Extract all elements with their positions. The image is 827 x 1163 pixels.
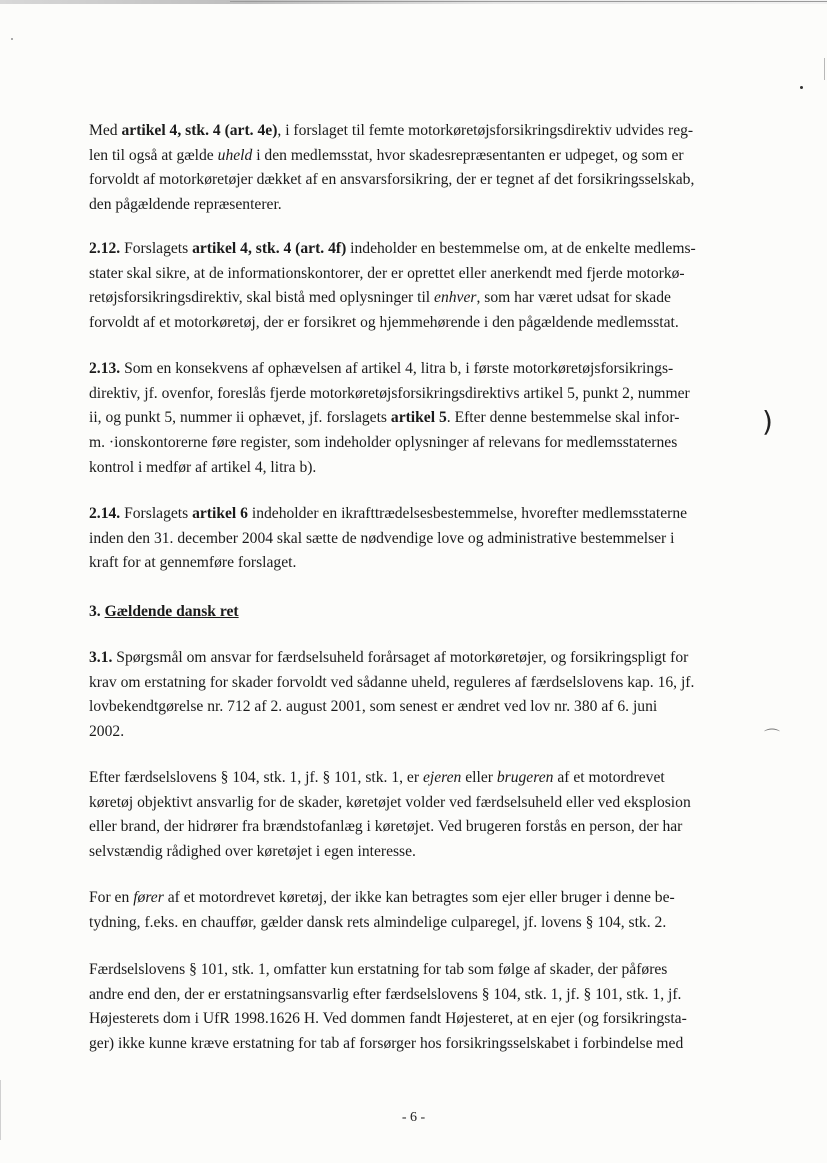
text-line <box>89 791 749 816</box>
text-run: af et motordrevet køretøj, der ikke kan betragtes som ejer eller bruger i denne be- <box>163 889 675 906</box>
text-run: kontrol i medfør af artikel 4, litra b). <box>89 458 317 476</box>
text-run: brugeren <box>496 769 554 786</box>
text-run: . Efter denne bestemmelse skal infor- <box>446 409 680 427</box>
text-run: ger) ikke kunne kræve erstatning for tab af forsørger hos forsikringsselskabet i forbindelse med <box>89 1035 684 1053</box>
text-run: Som en konsekvens af ophævelsen af artikel 4, litra b, i første motorkøretøjsforsikrings- <box>120 360 674 377</box>
text-run: forvoldt af et motorkøretøj, der er forsikret og hjemmehørende i den pågældende medlemsstat. <box>89 314 679 332</box>
text-line <box>89 911 749 936</box>
text-run: artikel 6 <box>192 505 248 522</box>
scan-dot <box>11 38 13 40</box>
text-line <box>89 311 749 336</box>
scan-mark: ⌒ <box>764 727 781 746</box>
paragraph-2-12 <box>89 237 749 336</box>
text-run: artikel 5 <box>390 409 447 427</box>
text-run: 3.1. <box>89 649 113 666</box>
scan-top-rule <box>230 1 827 2</box>
text-run: 2.14. <box>89 505 121 522</box>
text-line <box>89 840 749 865</box>
text-line <box>89 1032 749 1057</box>
paragraph-art4-4e <box>89 119 749 218</box>
text-run: uheld <box>217 146 253 164</box>
text-run: direktiv, jf. ovenfor, foreslås fjerde motorkøretøjsforsikringsdirektivs artikel 5, punkt 2, nummer <box>89 384 690 402</box>
scan-speck <box>800 86 803 89</box>
text-line <box>89 815 749 840</box>
text-run: Forslagets <box>120 505 193 522</box>
text-line <box>89 766 749 791</box>
text-run: Spørgsmål om ansvar for færdselsuheld forårsaget af motorkøretøjer, og forsikringspligt for <box>112 649 689 666</box>
text-run: ii, og punkt 5, nummer ii ophævet, jf. forslagets <box>89 409 391 427</box>
text-run: tydning, f.eks. en chauffør, gælder dansk rets almindelige culparegel, jf. lovens § 104, stk. 2. <box>89 913 667 931</box>
text-line <box>89 671 749 696</box>
page-number: - 6 - <box>401 1110 426 1125</box>
text-run: 2.12. <box>89 240 121 257</box>
text-run: af et motordrevet <box>553 769 665 786</box>
text-line <box>89 527 749 552</box>
text-run: Højesterets dom i UfR 1998.1626 H. Ved dommen fandt Højesteret, at en ejer (og forsikringsta- <box>89 1010 687 1028</box>
text-line <box>89 983 749 1008</box>
text-line <box>89 119 749 144</box>
text-run: 2.13. <box>89 360 121 377</box>
paragraph-forer <box>89 886 749 935</box>
text-line <box>89 144 749 169</box>
text-run: krav om erstatning for skader forvoldt ved sådanne uheld, reguleres af færdselslovens kap. 16, jf. <box>89 673 695 691</box>
text-run: Færdselslovens § 101, stk. 1, omfatter kun erstatning for tab som følge af skader, der påføres <box>89 961 668 978</box>
text-run: , i forslaget til femte motorkøretøjsforsikringsdirektiv udvides reg- <box>277 122 694 139</box>
text-run: eller brand, der hidrører fra brændstofanlæg i køretøjet. Ved brugeren forstås en person, der har <box>89 818 683 836</box>
text-line <box>89 193 749 218</box>
text-run: , som har været udsat for skade <box>476 289 671 307</box>
paragraph-3-1 <box>89 646 749 745</box>
text-line <box>89 431 749 456</box>
text-run: retøjsforsikringsdirektiv, skal bistå med oplysninger til <box>89 289 435 307</box>
text-run: stater skal sikre, at de informationskontorer, der er oprettet eller anerkendt med fjerde motorkø- <box>89 264 685 282</box>
text-line <box>89 720 749 745</box>
text-run: artikel 4, stk. 4 (art. 4f) <box>192 240 347 257</box>
text-run: 3. <box>89 603 105 620</box>
text-line <box>89 886 749 911</box>
text-line <box>89 958 749 983</box>
text-run: Forslagets <box>120 240 193 257</box>
paragraph-2-13 <box>89 357 749 481</box>
text-line <box>89 286 749 311</box>
text-run: køretøj objektivt ansvarlig for de skader, køretøjet volder ved færdselsuheld eller ved eksplosion <box>89 793 691 811</box>
text-run: andre end den, der er erstatningsansvarlig efter færdselslovens § 104, stk. 1, jf. § 101, stk. 1, jf. <box>89 985 682 1003</box>
text-run: forvoldt af motorkøretøjer dækket af en ansvarsforsikring, der er tegnet af det forsikringsselskab, <box>89 171 695 189</box>
text-line <box>89 357 749 382</box>
text-run: 2002. <box>89 723 125 741</box>
text-line <box>89 1007 749 1032</box>
text-run: Gældende dansk ret <box>104 603 239 620</box>
text-run: Med <box>89 122 122 139</box>
text-run: lovbekendtgørelse nr. 712 af 2. august 2001, som senest er ændret ved lov nr. 380 af 6. juni <box>89 698 658 716</box>
text-line <box>89 406 749 431</box>
punch-hole-mark: ) <box>762 405 773 438</box>
text-run: Efter færdselslovens § 104, stk. 1, jf. § 101, stk. 1, er <box>89 769 423 786</box>
text-run: ejeren <box>422 769 462 786</box>
text-run: den pågældende repræsenterer. <box>89 196 282 214</box>
text-run: len til også at gælde <box>89 146 218 164</box>
text-line <box>89 382 749 407</box>
text-line <box>89 262 749 287</box>
scan-right-mark <box>824 58 825 80</box>
text-line <box>89 237 749 262</box>
text-run: fører <box>133 889 164 906</box>
paragraph-faerdselslov-104 <box>89 766 749 865</box>
text-run: enhver <box>434 289 477 307</box>
text-run: m. ·ionskontorerne føre register, som indeholder oplysninger af relevans for medlemsstaternes <box>89 434 678 452</box>
paragraph-faerdselslov-101 <box>89 958 749 1057</box>
paragraph-2-14 <box>89 502 749 576</box>
text-line <box>89 600 749 625</box>
text-run: inden den 31. december 2004 skal sætte de nødvendige love og administrative bestemmelser i <box>89 529 675 547</box>
text-run: i den medlemsstat, hvor skadesrepræsentanten er udpeget, og som er <box>252 146 684 164</box>
text-run: eller <box>461 769 497 786</box>
text-run: indeholder en bestemmelse om, at de enkelte medlems- <box>346 240 696 257</box>
text-line <box>89 456 749 481</box>
text-run: selvstændig rådighed over køretøjet i egen interesse. <box>89 843 416 861</box>
text-line <box>89 551 749 576</box>
text-line <box>89 168 749 193</box>
text-line <box>89 646 749 671</box>
text-run: kraft for at gennemføre forslaget. <box>89 554 297 572</box>
section-heading <box>89 600 749 625</box>
text-line <box>89 695 749 720</box>
text-line <box>89 502 749 527</box>
text-run: For en <box>89 889 134 906</box>
text-run: artikel 4, stk. 4 (art. 4e) <box>121 122 278 139</box>
text-run: indeholder en ikrafttrædelsesbestemmelse, hvorefter medlemsstaterne <box>247 505 688 522</box>
